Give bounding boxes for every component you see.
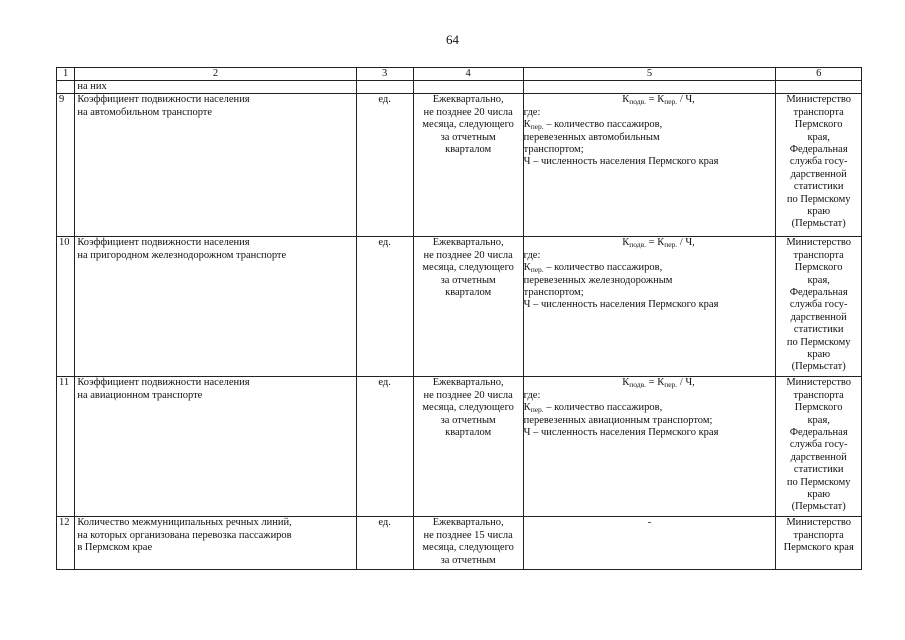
data-source: Министерство транспорта Пермского края, Федеральная служба госу- дарственной статистики по Пермскому краю (Пермьстат) — [776, 94, 862, 237]
definition-k: $К_{пер.}$ – количество пассажиров, перевезенных автомобильным транспортом; — [523, 119, 663, 156]
indicator-name: Количество межмуниципальных речных линий, на которых организована перевозка пассажиров в Пермском крае — [75, 517, 356, 570]
definition-ch: Ч – численность населения Пермского края — [523, 299, 719, 311]
formula: $К_{подв.} = К_{пер.} / Ч$, — [622, 237, 695, 250]
row-number: 10 — [57, 237, 75, 377]
continuation-row — [57, 81, 862, 94]
column-number: 4 — [413, 68, 523, 81]
formula: $К_{подв.} = К_{пер.} / Ч$, — [622, 377, 695, 390]
reporting-period: Ежеквартально, не позднее 20 числа месяца, следующего за отчетным кварталом — [413, 237, 523, 377]
definition-ch: Ч – численность населения Пермского края — [523, 156, 719, 168]
reporting-period: Ежеквартально, не позднее 20 числа месяца, следующего за отчетным кварталом — [413, 94, 523, 237]
data-source: Министерство транспорта Пермского края, Федеральная служба госу- дарственной статистики по Пермскому краю (Пермьстат) — [776, 377, 862, 517]
row-number: 12 — [57, 517, 75, 570]
unit: ед. — [356, 377, 413, 517]
unit: ед. — [356, 237, 413, 377]
row-number: 9 — [57, 94, 75, 237]
calculation-method: - — [523, 517, 776, 570]
page-number: 64 — [446, 32, 459, 47]
column-number: 5 — [523, 68, 776, 81]
column-number-row — [57, 68, 862, 81]
calculation-method — [523, 237, 776, 377]
indicator-name: Коэффициент подвижности населения на пригородном железнодорожном транспорте — [75, 237, 356, 377]
column-number: 3 — [356, 68, 413, 81]
where-label: где: — [523, 249, 541, 261]
indicator-name: Коэффициент подвижности населения на авиационном транспорте — [75, 377, 356, 517]
calculation-method — [523, 377, 776, 517]
row-number: 11 — [57, 377, 75, 517]
definition-ch: Ч – численность населения Пермского края — [523, 427, 719, 439]
definition-k: $К_{пер.}$ – количество пассажиров, перевезенных железнодорожным транспортом; — [523, 262, 673, 299]
data-source: Министерство транспорта Пермского края, Федеральная служба госу- дарственной статистики по Пермскому краю (Пермьстат) — [776, 237, 862, 377]
data-source: Министерство транспорта Пермского края — [776, 517, 862, 570]
indicators-table — [56, 67, 862, 570]
table-row — [57, 94, 862, 237]
reporting-period: Ежеквартально, не позднее 20 числа месяца, следующего за отчетным кварталом — [413, 377, 523, 517]
table-row — [57, 377, 862, 517]
column-number: 6 — [776, 68, 862, 81]
unit: ед. — [356, 517, 413, 570]
unit: ед. — [356, 94, 413, 237]
table-row — [57, 237, 862, 377]
continuation-text: на них — [75, 81, 356, 94]
definition-k: $К_{пер.}$ – количество пассажиров, перевезенных авиационным транспортом; — [523, 402, 713, 426]
indicator-name: Коэффициент подвижности населения на автомобильном транспорте — [75, 94, 356, 237]
where-label: где: — [523, 106, 541, 118]
table-row — [57, 517, 862, 570]
column-number: 2 — [75, 68, 356, 81]
reporting-period: Ежеквартально, не позднее 15 числа месяца, следующего за отчетным — [413, 517, 523, 570]
where-label: где: — [523, 389, 541, 401]
formula: $К_{подв.} = К_{пер.} / Ч$, — [622, 94, 695, 107]
column-number: 1 — [57, 68, 75, 81]
calculation-method — [523, 94, 776, 237]
